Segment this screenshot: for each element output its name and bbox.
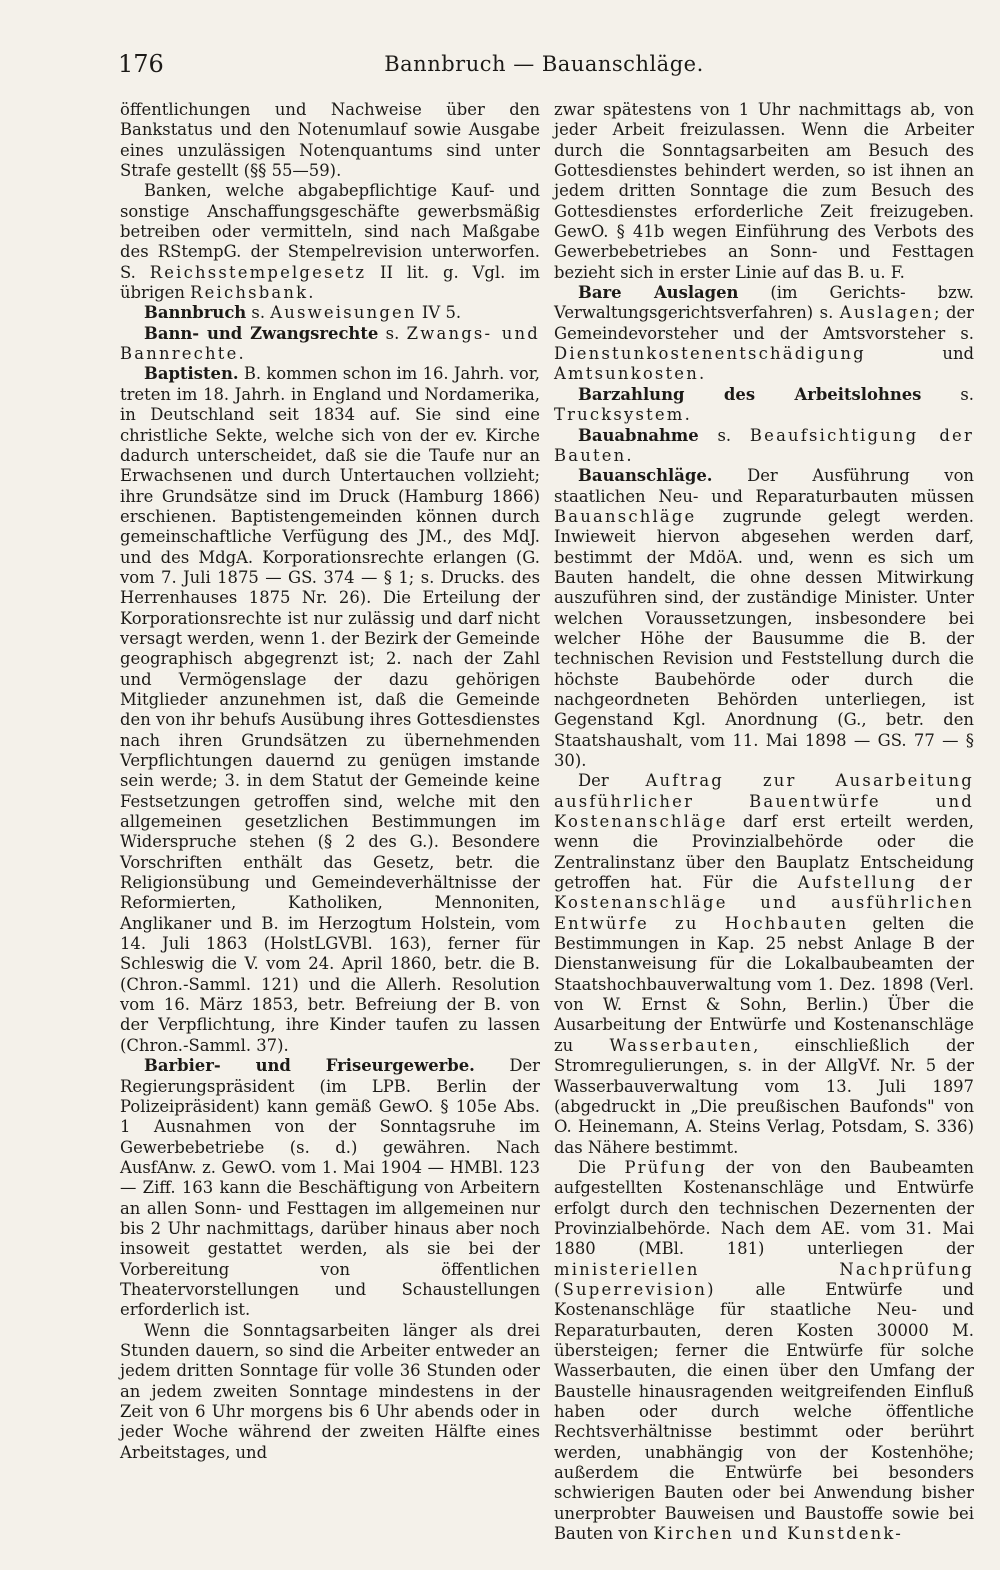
paragraph-auftrag: Der Auftrag zur Ausarbeitung ausführlicher Bauentwürfe und Kostenanschläge darf erst erteilt werden, wenn die Provinzialbehörde oder die Zentralinstanz über den Bauplatz Entscheidung getroffen hat. Für die Aufstellung der Kostenanschläge und ausführlichen Entwürfe zu Hochbauten gelten die Bestimmungen in Kap. 25 nebst Anlage B der Dienstanweisung für die Lokalbaubeamten der Staatshochbauverwaltung vom 1. Dez. 1898 (Verl. von W. Ernst & Sohn, Berlin.) Über die Ausarbeitung der Entwürfe und Kostenanschläge zu Wasserbauten, einschließlich der Stromregulierungen, s. in der AllgVf. Nr. 5 der Wasserbauverwaltung vom 13. Juli 1897 (abgedruckt in „Die preußischen Baufonds" von O. Heinemann, A. Steins Verlag, Potsdam, S. 336) das Nähere bestimmt. [554,771,975,1157]
cross-reference: Ausweisungen [270,303,417,323]
entry-barzahlung: Barzahlung des Arbeitslohnes s. Trucksystem. [554,384,974,425]
cross-reference: Dienstunkostenentschädigung [554,344,866,364]
entry-bannbruch: Bannbruch s. Ausweisungen IV 5. [144,303,462,323]
emphasized-term: Bauanschläge [554,506,697,526]
paragraph-sonntagsarbeiten: Wenn die Sonntagsarbeiten länger als drei Stunden dauern, so sind die Arbeiter entweder an jedem dritten Sonntage für volle 36 Stunden oder an jedem zweiten Sonntage mindestens in der Zeit von 6 Uhr morgens bis 6 Uhr abends oder in jeder Woche während der zweiten Hälfte eines Arbeitstages, und [120,1320,540,1462]
cross-reference: Reichsbank [190,283,309,303]
emphasized-term: Prüfung [624,1157,708,1177]
emphasized-term: Wasserbauten [609,1035,754,1055]
emphasized-term: Auftrag zur Ausarbeitung ausführlicher Bauentwürfe und Kostenanschläge [554,771,974,832]
entry-lemma: Bannbruch [144,303,247,323]
entry-lemma: Bauabnahme [578,425,699,445]
paragraph-continuation: zwar spätestens von 1 Uhr nachmittags ab, von jeder Arbeit freizulassen. Wenn die Arbeiter durch die Sonntagsarbeiten am Besuch des Gottesdienstes behindert werden, so ist ihnen an jedem dritten Sonntage die zum Besuch des Gottesdienstes erforderliche Zeit freizugeben. GewO. § 41b wegen Einführung des Verbots des Gewerbebetriebes an Sonn- und Festtagen bezieht sich in erster Linie auf das B. u. F. [554,100,974,282]
entry-lemma: Bare Auslagen [578,283,739,303]
entry-bauabnahme: Bauabnahme s. Beaufsichtigung der Bauten. [554,425,974,465]
entry-bare-auslagen: Bare Auslagen (im Gerichts- bzw. Verwaltungsgerichtsverfahren) s. Auslagen; der Gemeindevorsteher und der Amtsvorsteher s. Dienstunkostenentschädigung und Amtsunkosten. [554,283,975,384]
entry-lemma: Barbier- und Friseurgewerbe. [144,1056,475,1076]
entry-bann-und-zwangsrechte: Bann- und Zwangsrechte s. Zwangs- und Bannrechte. [120,323,540,364]
cross-reference: Trucksystem [554,405,685,425]
entry-baptisten: Baptisten. B. kommen schon im 16. Jahrh. vor, treten im 18. Jahrh. in England und Nordamerika, in Deutschland seit 1834 auf. Sie sind eine christliche Sekte, welche sich von der ev. Kirche dadurch unterscheidet, daß sie die Taufe nur an Erwachsenen und durch Untertauchen vollzieht; ihre Grundsätze sind im Druck (Hamburg 1866) erschienen. Baptistengemeinden können durch gemeinschaftliche Verfügung des JM., des MdJ. und des MdgA. Korporationsrechte erlangen (G. vom 7. Juli 1875 — GS. 374 — § 1; s. Drucks. des Herrenhauses 1875 Nr. 26). Die Erteilung der Korporationsrechte ist nur zulässig und darf nicht versagt werden, wenn 1. der Bezirk der Gemeinde geographisch abgegrenzt ist; 2. nach der Zahl und Vermögenslage der dazu gehörigen Mitglieder anzunehmen ist, daß die Gemeinde den von ihr behufs Ausübung ihres Gottesdienstes nach ihren Grundsätzen zu übernehmenden Verpflichtungen dauernd zu genügen imstande sein werde; 3. in dem Statut der Gemeinde keine Festsetzungen getroffen sind, welche mit den allgemeinen gesetzlichen Bestimmungen im Widerspruche stehen (§ 2 des G.). Besondere Vorschriften enthält das Gesetz, betr. die Religionsübung und Gemeindeverhältnisse der Reformierten, Katholiken, Mennoniten, Anglikaner und B. im Herzogtum Holstein, vom 14. Juli 1863 (HolstLGVBl. 163), ferner für Schleswig die V. vom 24. April 1860, betr. die B. (Chron.-Samml. 121) und die Allerh. Resolution vom 16. März 1853, betr. Befreiung der B. von der Verpflichtung, ihre Kinder taufen zu lassen (Chron.-Samml. 37). [120,364,541,1055]
entry-bauanschlaege: Bauanschläge. Der Ausführung von staatlichen Neu- und Reparaturbauten müssen Bauanschläge zugrunde gelegt werden. Inwieweit hiervon abgesehen werden darf, bestimmt der MdöA. und, wenn es sich um Bauten handelt, die ohne dessen Mitwirkung auszuführen sind, der zuständige Minister. Unter welchen Voraussetzungen, insbesondere bei welcher Höhe der Bausumme die B. der technischen Revision und Feststellung durch die höchste Baubehörde oder durch die nachgeordneten Behörden unterliegen, ist Gegenstand Kgl. Anordnung (G., betr. den Staatshaushalt, vom 11. Mai 1898 — GS. 77 — § 30). [554,466,974,770]
right-column [554,100,974,1544]
cross-reference: Beaufsichtigung der Bauten [554,425,974,465]
paragraph-continuation: öffentlichungen und Nachweise über den Bankstatus und den Notenumlauf sowie Ausgabe eines unzulässigen Notenquantums sind unter Strafe gestellt (§§ 55—59). [120,100,540,181]
left-column [120,100,540,1463]
emphasized-term: Aufstellung der Kostenanschläge und ausführlichen Entwürfe zu Hochbauten [554,873,975,933]
entry-lemma: Bann- und Zwangsrechte [144,323,379,343]
entry-lemma: Baptisten. [144,364,239,384]
cross-reference: Reichsstempelgesetz [149,262,367,282]
cross-reference: Amtsunkosten [554,364,699,384]
paragraph-pruefung: Die Prüfung der von den Baubeamten aufgestellten Kostenanschläge und Entwürfe erfolgt durch den technischen Dezernenten der Provinzialbehörde. Nach dem AE. vom 31. Mai 1880 (MBl. 181) unterliegen der ministeriellen Nachprüfung (Superrevision) alle Entwürfe und Kostenanschläge für staatliche Neu- und Reparaturbauten, deren Kosten 30000 M. übersteigen; ferner die Entwürfe für solche Wasserbauten, die einen über den Umfang der Baustelle hinausragenden weitgreifenden Einfluß haben oder durch welche öffentliche Rechtsverhältnisse bestimmt oder berührt werden, unabhängig von der Kostenhöhe; außerdem die Entwürfe bei besonders schwierigen Bauten oder bei Anwendung bisher unerprobter Bauweisen und Baustoffe sowie bei Bauten von Kirchen und Kunstdenk- [554,1157,974,1544]
emphasized-term: Kirchen und Kunstdenk- [653,1524,903,1544]
cross-reference: Auslagen [839,303,934,323]
entry-barbier: Barbier- und Friseurgewerbe. Der Regierungspräsident (im LPB. Berlin der Polizeipräsident) kann gemäß GewO. § 105e Abs. 1 Ausnahmen von der Sonntagsruhe im Gewerbebetriebe (s. d.) gewähren. Nach AusfAnw. z. GewO. vom 1. Mai 1904 — HMBl. 123 — Ziff. 163 kann die Beschäftigung von Arbeitern an allen Sonn- und Festtagen im allgemeinen nur bis 2 Uhr nachmittags, darüber hinaus aber noch insoweit gestattet werden, als sie bei der Vorbereitung von öffentlichen Theatervorstellungen und Schaustellungen erforderlich ist. [120,1056,540,1320]
cross-reference: Zwangs- und Bannrechte [120,323,540,364]
entry-lemma: Barzahlung des Arbeitslohnes [578,384,922,404]
page-header [118,50,970,90]
entry-lemma: Bauanschläge. [578,466,713,486]
page-number: 176 [118,50,164,78]
paragraph-banken: Banken, welche abgabepflichtige Kauf- und sonstige Anschaffungsgeschäfte gewerbsmäßig betreiben oder vermitteln, sind nach Maßgabe des RStempG. der Stempelrevision unterworfen. S. Reichsstempelgesetz II lit. g. Vgl. im übrigen Reichsbank. [120,181,540,303]
running-title: Bannbruch — Bauanschläge. [384,52,704,76]
emphasized-term: ministeriellen Nachprüfung (Superrevision) [554,1259,974,1299]
